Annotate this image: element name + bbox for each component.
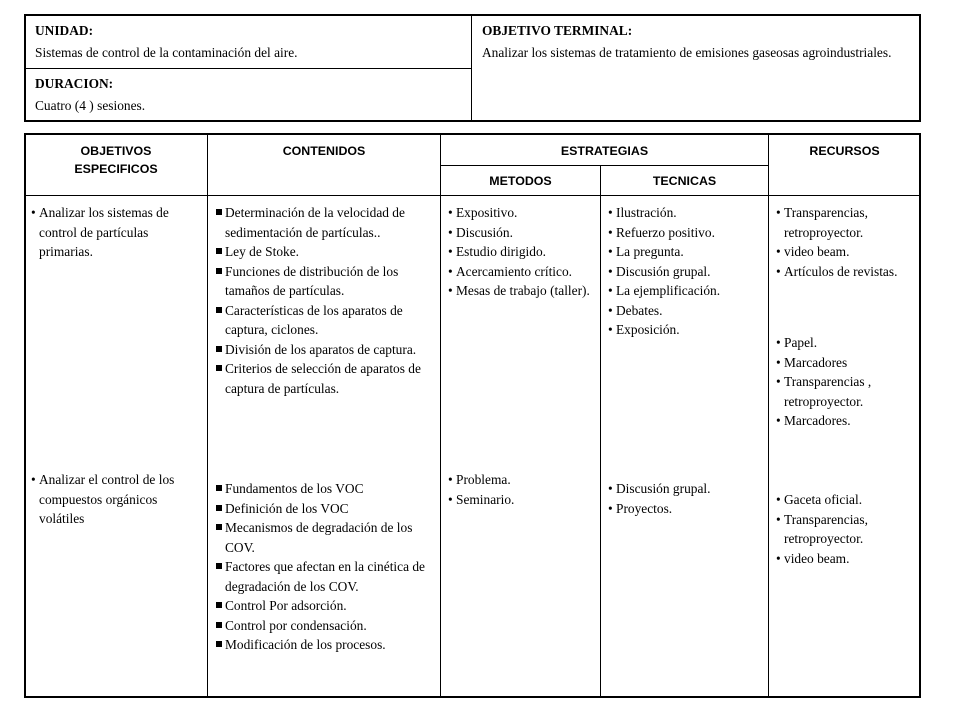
list-item: • La ejemplificación. [608, 281, 763, 301]
list-item: Definición de los VOC [215, 499, 433, 519]
list-item: • Discusión. [448, 223, 593, 243]
duracion-value: Cuatro (4 ) sesiones. [35, 98, 146, 113]
list-item: • video beam. [776, 242, 914, 262]
header-tecnicas: TECNICAS [652, 174, 717, 188]
list-item: • Debates. [608, 301, 763, 321]
header-bottom-line [25, 195, 920, 196]
list-item: • Estudio dirigido. [448, 242, 593, 262]
list-item: • Gaceta oficial. [776, 490, 914, 510]
list-item: Modificación de los procesos. [215, 635, 433, 655]
list-item: Ley de Stoke. [215, 242, 433, 262]
list-item: • La pregunta. [608, 242, 763, 262]
list-item: • Problema. [448, 470, 593, 490]
tecnicas-list-2 [608, 479, 763, 518]
list-item: • Papel. [776, 333, 914, 353]
metodos-list-2 [448, 470, 593, 509]
metodos-list [448, 203, 593, 301]
col-divider-2 [440, 134, 441, 697]
list-item: • Transparencias, retroproyector. [776, 203, 914, 242]
list-item: • Proyectos. [608, 499, 763, 519]
list-item: • Discusión grupal. [608, 262, 763, 282]
list-item: • Transparencias , retroproyector. [776, 372, 914, 411]
col-divider-3 [600, 165, 601, 697]
recursos-list-2 [776, 333, 914, 431]
header-recursos: RECURSOS [809, 144, 880, 158]
duracion-label: DURACION: [35, 76, 114, 91]
list-item: Determinación de la velocidad de sedimentación de partículas.. [215, 203, 433, 242]
objetivo-terminal-label: OBJETIVO TERMINAL: [482, 23, 633, 38]
list-item: • Mesas de trabajo (taller). [448, 281, 593, 301]
list-item: Factores que afectan en la cinética de degradación de los COV. [215, 557, 433, 596]
unit-info-divider-h [25, 68, 472, 69]
list-item: • Refuerzo positivo. [608, 223, 763, 243]
list-item: Control por condensación. [215, 616, 433, 636]
list-item: • video beam. [776, 549, 914, 569]
list-item: • Exposición. [608, 320, 763, 340]
objetivo-terminal-value: Analizar los sistemas de tratamiento de emisiones gaseosas agroindustriales. [482, 45, 892, 60]
objetivos-list-2 [31, 470, 201, 529]
unidad-label: UNIDAD: [35, 23, 94, 38]
list-item: Características de los aparatos de captura, ciclones. [215, 301, 433, 340]
header-objetivos: OBJETIVOS ESPECIFICOS [74, 144, 158, 176]
contenidos-list-2 [215, 479, 433, 655]
objetivos-list [31, 203, 201, 262]
list-item: • Transparencias, retroproyector. [776, 510, 914, 549]
list-item: • Acercamiento crítico. [448, 262, 593, 282]
header-estrategias: ESTRATEGIAS [560, 144, 649, 158]
recursos-list-3 [776, 490, 914, 568]
estrategias-subheader-line [441, 165, 768, 166]
list-item: Mecanismos de degradación de los COV. [215, 518, 433, 557]
tecnicas-list [608, 203, 763, 340]
recursos-list [776, 203, 914, 281]
list-item: • Artículos de revistas. [776, 262, 914, 282]
unidad-value: Sistemas de control de la contaminación del aire. [35, 45, 298, 60]
contenidos-list [215, 203, 433, 398]
list-item: • Marcadores. [776, 411, 914, 431]
list-item: División de los aparatos de captura. [215, 340, 433, 360]
list-item: Criterios de selección de aparatos de captura de partículas. [215, 359, 433, 398]
col-divider-4 [768, 134, 769, 697]
list-item: • Seminario. [448, 490, 593, 510]
list-item: Fundamentos de los VOC [215, 479, 433, 499]
header-metodos: METODOS [489, 174, 552, 188]
list-item: • Marcadores [776, 353, 914, 373]
list-item: • Discusión grupal. [608, 479, 763, 499]
col-divider-1 [207, 134, 208, 697]
list-item: • Ilustración. [608, 203, 763, 223]
list-item: • Analizar los sistemas de control de partículas primarias. [31, 203, 201, 262]
list-item: • Analizar el control de los compuestos orgánicos volátiles [31, 470, 201, 529]
list-item: Funciones de distribución de los tamaños de partículas. [215, 262, 433, 301]
list-item: Control Por adsorción. [215, 596, 433, 616]
list-item: • Expositivo. [448, 203, 593, 223]
header-contenidos: CONTENIDOS [282, 144, 366, 158]
